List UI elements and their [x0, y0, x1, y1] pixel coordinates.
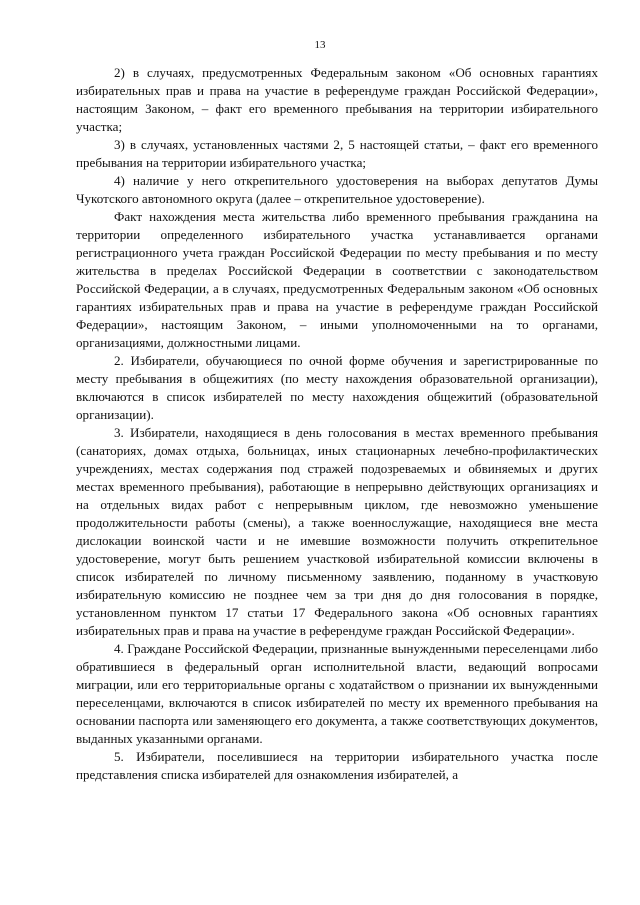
- paragraph-clause-3: 3. Избиратели, находящиеся в день голосования в местах временного пребывания (санаториях, домах отдыха, больницах, иных стационарных лечебно-профилактических учреждениях, местах содержания под стражей подозреваемых и обвиняемых и других местах временного пребывания), работающие в непрерывно действующих организациях и на отдельных видах работ с непрерывным циклом, где невозможно уменьшение продолжительности работы (смены), а также военнослужащие, находящиеся вне места дислокации воинской части и не имевшие возможности получить открепительное удостоверение, могут быть решением участковой избирательной комиссии включены в список избирателей по личному письменному заявлению, поданному в участковую избирательную комиссию не позднее чем за три дня до дня голосования в порядке, установленном пунктом 17 статьи 17 Федерального закона «Об основных гарантиях избирательных прав и права на участие в референдуме граждан Российской Федерации».: [76, 425, 598, 638]
- document-body: [76, 64, 598, 784]
- paragraph-clause-5: 5. Избиратели, поселившиеся на территории избирательного участка после представления списка избирателей для ознакомления избирателей, а: [76, 749, 598, 782]
- paragraph-residence-fact: Факт нахождения места жительства либо временного пребывания гражданина на территории определенного избирательного участка устанавливается органами регистрационного учета граждан Российской Федерации по месту пребывания и по месту жительства в пределах Российской Федерации в соответствии с законодательством Российской Федерации, а в случаях, предусмотренных Федеральным законом «Об основных гарантиях избирательных прав и права на участие в референдуме граждан Российской Федерации», настоящим Законом, – иными уполномоченными на то органами, организациями, должностными лицами.: [76, 209, 598, 350]
- paragraph-item-3: 3) в случаях, установленных частями 2, 5 настоящей статьи, – факт его временного пребывания на территории избирательного участка;: [76, 137, 598, 170]
- paragraph-item-2: 2) в случаях, предусмотренных Федеральным законом «Об основных гарантиях избирательных прав и права на участие в референдуме граждан Российской Федерации», настоящим Законом, – факт его временного пребывания на территории избирательного участка;: [76, 65, 598, 134]
- paragraph-clause-2: 2. Избиратели, обучающиеся по очной форме обучения и зарегистрированные по месту пребывания в общежитиях (по месту нахождения образовательной организации), включаются в список избирателей по месту нахождения общежитий (образовательной организации).: [76, 353, 598, 422]
- paragraph-clause-4: 4. Граждане Российской Федерации, признанные вынужденными переселенцами либо обратившиеся в федеральный орган исполнительной власти, ведающий вопросами миграции, или его территориальные органы с ходатайством о признании их вынужденными переселенцами, включаются в список избирателей по месту их временного пребывания на основании паспорта или заменяющего его документа, а также соответствующих документов, выданных указанными органами.: [76, 641, 598, 746]
- paragraph-item-4: 4) наличие у него открепительного удостоверения на выборах депутатов Думы Чукотского автономного округа (далее – открепительное удостоверение).: [76, 173, 598, 206]
- page-number: 13: [314, 39, 326, 51]
